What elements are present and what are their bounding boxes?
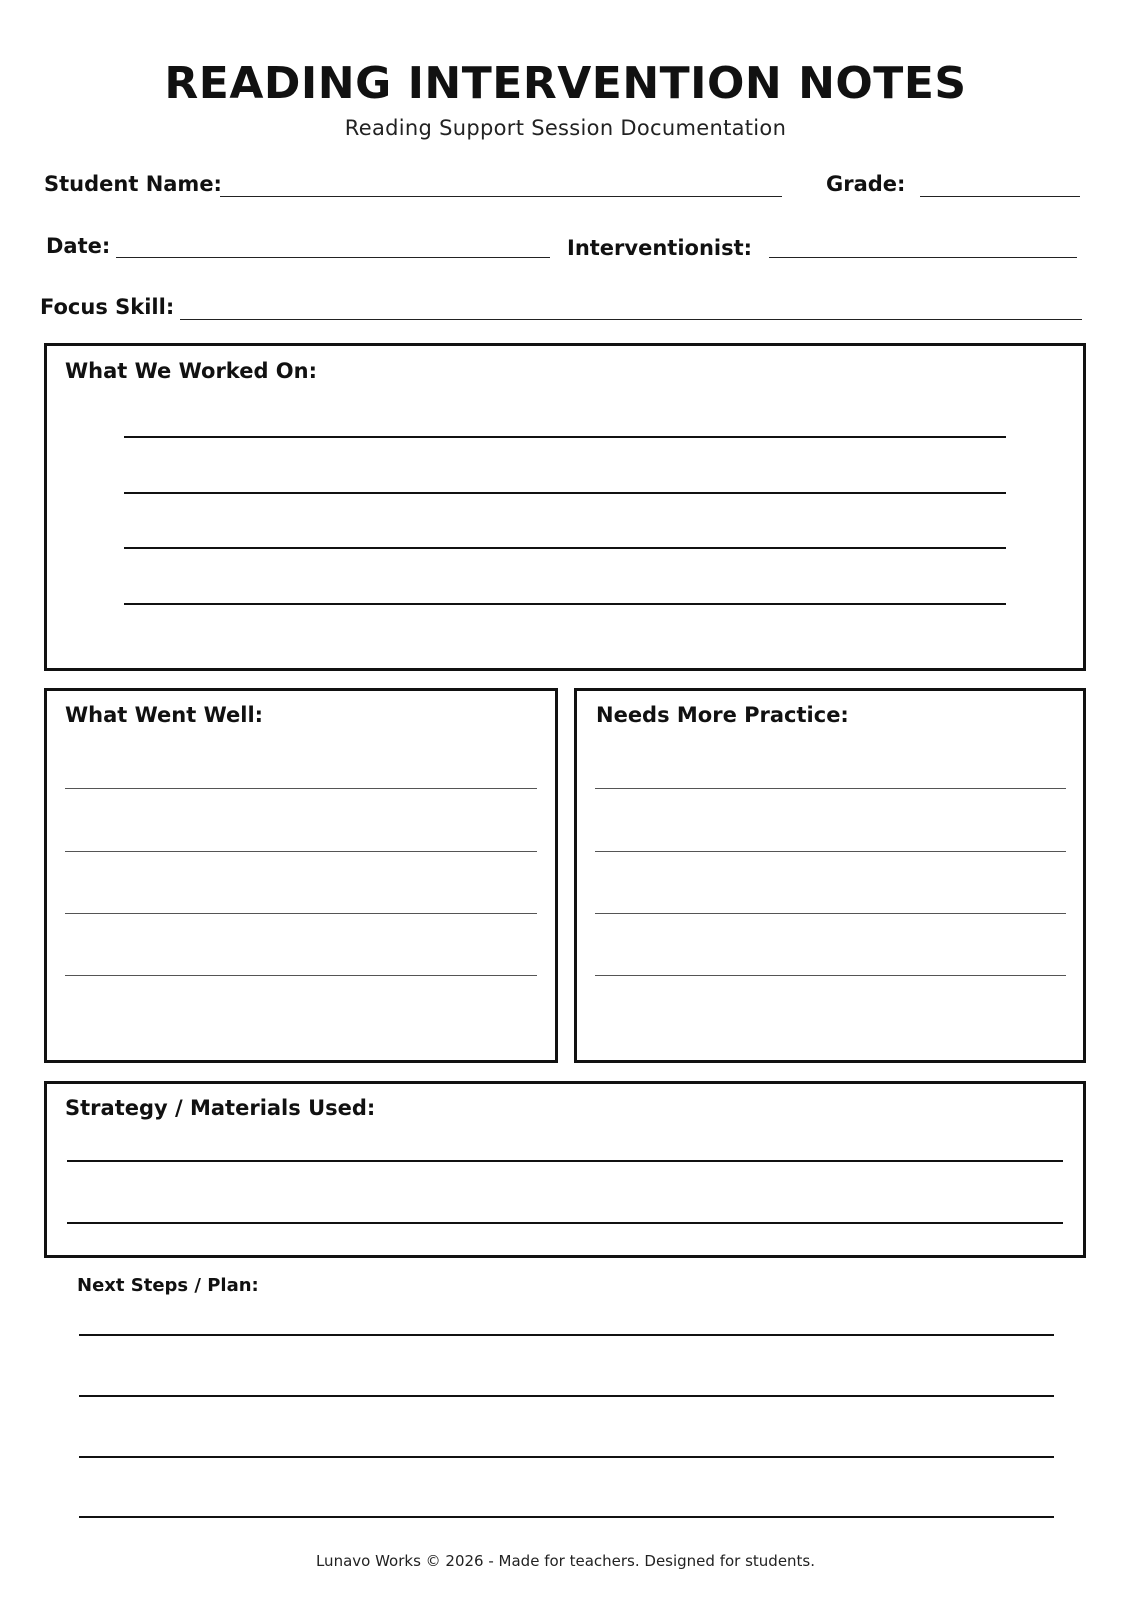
page-title: READING INTERVENTION NOTES xyxy=(164,58,967,109)
student-name-field[interactable] xyxy=(220,196,782,197)
next-steps-label: Next Steps / Plan: xyxy=(77,1275,259,1296)
focus-skill-label: Focus Skill: xyxy=(40,295,175,319)
next-steps-line-1[interactable] xyxy=(79,1334,1054,1336)
date-label: Date: xyxy=(46,234,111,258)
strategy-title: Strategy / Materials Used: xyxy=(65,1096,376,1120)
next-steps-line-2[interactable] xyxy=(79,1395,1054,1397)
next-steps-line-4[interactable] xyxy=(79,1516,1054,1518)
went-well-title: What Went Well: xyxy=(65,703,264,727)
footer-credit: Lunavo Works © 2026 - Made for teachers. Designed for students. xyxy=(315,1552,816,1570)
went-well-line-4[interactable] xyxy=(65,975,537,976)
strategy-line-1[interactable] xyxy=(67,1160,1063,1162)
went-well-line-2[interactable] xyxy=(65,851,537,852)
worked-on-line-1[interactable] xyxy=(124,436,1006,438)
worked-on-box xyxy=(44,343,1086,671)
page-subtitle: Reading Support Session Documentation xyxy=(344,116,787,140)
needs-practice-line-2[interactable] xyxy=(595,851,1066,852)
focus-skill-field[interactable] xyxy=(180,319,1082,320)
needs-practice-line-3[interactable] xyxy=(595,913,1066,914)
worked-on-title: What We Worked On: xyxy=(65,359,317,383)
worked-on-line-2[interactable] xyxy=(124,492,1006,494)
went-well-line-1[interactable] xyxy=(65,788,537,789)
date-field[interactable] xyxy=(116,257,550,258)
went-well-line-3[interactable] xyxy=(65,913,537,914)
strategy-line-2[interactable] xyxy=(67,1222,1063,1224)
needs-practice-box xyxy=(574,688,1086,1063)
interventionist-field[interactable] xyxy=(769,257,1077,258)
worked-on-line-4[interactable] xyxy=(124,603,1006,605)
grade-label: Grade: xyxy=(826,172,906,196)
worked-on-line-3[interactable] xyxy=(124,547,1006,549)
needs-practice-title: Needs More Practice: xyxy=(596,703,849,727)
student-name-label: Student Name: xyxy=(44,172,222,196)
needs-practice-line-1[interactable] xyxy=(595,788,1066,789)
grade-field[interactable] xyxy=(920,196,1080,197)
needs-practice-line-4[interactable] xyxy=(595,975,1066,976)
interventionist-label: Interventionist: xyxy=(567,236,753,260)
went-well-box xyxy=(44,688,558,1063)
next-steps-line-3[interactable] xyxy=(79,1456,1054,1458)
